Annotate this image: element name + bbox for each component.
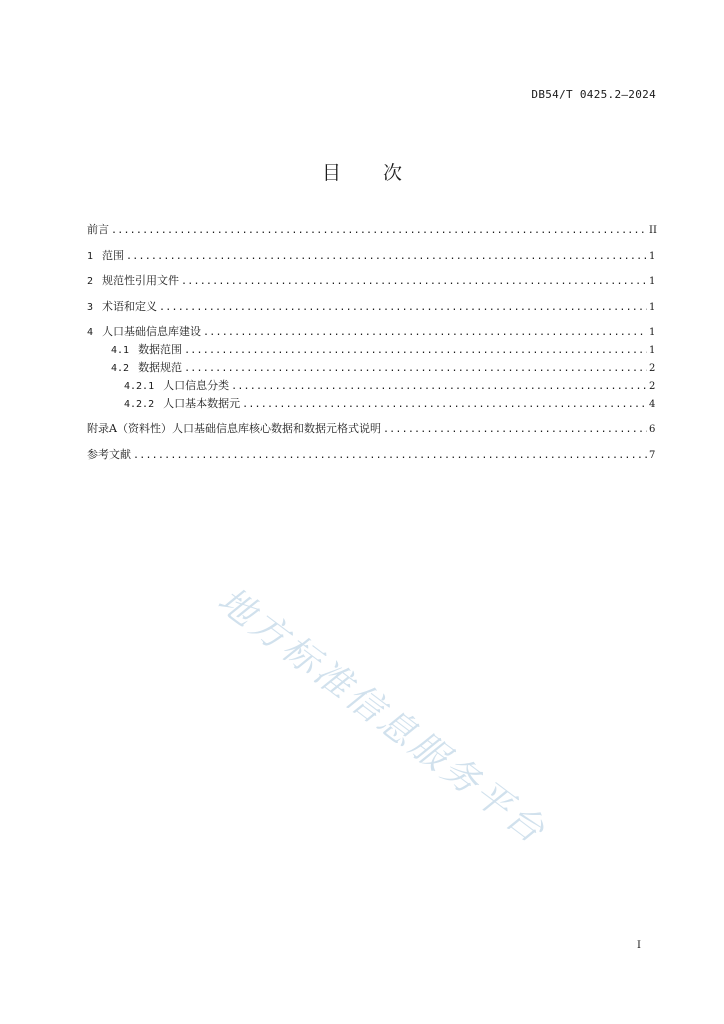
toc-entry-label: 数据规范 (138, 361, 183, 375)
toc-entry-label: 附录A（资料性）人口基础信息库核心数据和数据元格式说明 (87, 422, 381, 436)
table-of-contents (87, 224, 655, 475)
toc-entry-bibliography[interactable] (87, 449, 655, 462)
toc-entry-appendix-a[interactable] (87, 423, 655, 436)
toc-entry-population-classification[interactable] (87, 380, 655, 393)
toc-entry-page: 2 (649, 363, 656, 375)
toc-leader-dots (184, 345, 647, 357)
toc-entry-label: 人口基本数据元 (163, 397, 241, 411)
toc-entry-scope[interactable] (87, 250, 655, 263)
toc-leader-dots (184, 363, 647, 375)
toc-entry-page: 6 (649, 424, 656, 436)
toc-entry-page: II (649, 225, 657, 236)
toc-entry-page: 7 (649, 449, 656, 461)
toc-leader-dots (203, 327, 647, 339)
toc-entry-label: 前言 (87, 223, 109, 236)
toc-leader-dots (383, 424, 647, 436)
toc-entry-label: 数据范围 (138, 343, 183, 357)
toc-entry-page: 1 (649, 301, 656, 313)
toc-entry-terms-definitions[interactable] (87, 301, 655, 314)
watermark: 地方标准信息服务平台 (210, 579, 555, 854)
toc-entry-basic-data-elements[interactable] (87, 398, 655, 411)
toc-leader-dots (126, 251, 647, 263)
toc-entry-page: 1 (649, 250, 656, 262)
toc-entry-page: 1 (649, 327, 656, 339)
toc-entry-number: 2 (87, 276, 94, 288)
toc-entry-number: 4 (87, 327, 94, 339)
page-number: I (637, 940, 641, 951)
toc-entry-foreword[interactable] (87, 224, 655, 237)
toc-entry-number: 1 (87, 250, 94, 262)
toc-entry-number: 4.2.2 (124, 399, 155, 411)
toc-entry-normative-references[interactable] (87, 275, 655, 288)
toc-entry-label: 人口基础信息库建设 (102, 325, 202, 339)
toc-entry-page: 1 (649, 276, 656, 288)
toc-leader-dots (133, 450, 647, 462)
standard-code: DB54/T 0425.2—2024 (531, 88, 656, 101)
toc-entry-number: 4.1 (111, 345, 130, 357)
toc-entry-data-scope[interactable] (87, 344, 655, 357)
toc-entry-population-database[interactable] (87, 326, 655, 339)
toc-entry-data-specification[interactable] (87, 362, 655, 375)
toc-entry-page: 4 (649, 399, 656, 411)
page-title: 目次 (321, 162, 444, 184)
toc-leader-dots (111, 225, 647, 237)
toc-entry-number: 4.2 (111, 363, 130, 375)
toc-entry-label: 参考文献 (87, 447, 131, 461)
toc-leader-dots (242, 399, 647, 411)
toc-leader-dots (181, 276, 647, 288)
toc-entry-label: 人口信息分类 (163, 379, 230, 393)
toc-leader-dots (231, 381, 647, 393)
toc-entry-label: 术语和定义 (102, 299, 158, 313)
toc-entry-page: 1 (649, 345, 656, 357)
toc-entry-label: 范围 (102, 248, 125, 262)
toc-entry-page: 2 (649, 381, 656, 393)
toc-entry-number: 3 (87, 301, 94, 313)
toc-entry-label: 规范性引用文件 (102, 274, 180, 288)
toc-entry-number: 4.2.1 (124, 381, 155, 393)
toc-leader-dots (159, 302, 647, 314)
